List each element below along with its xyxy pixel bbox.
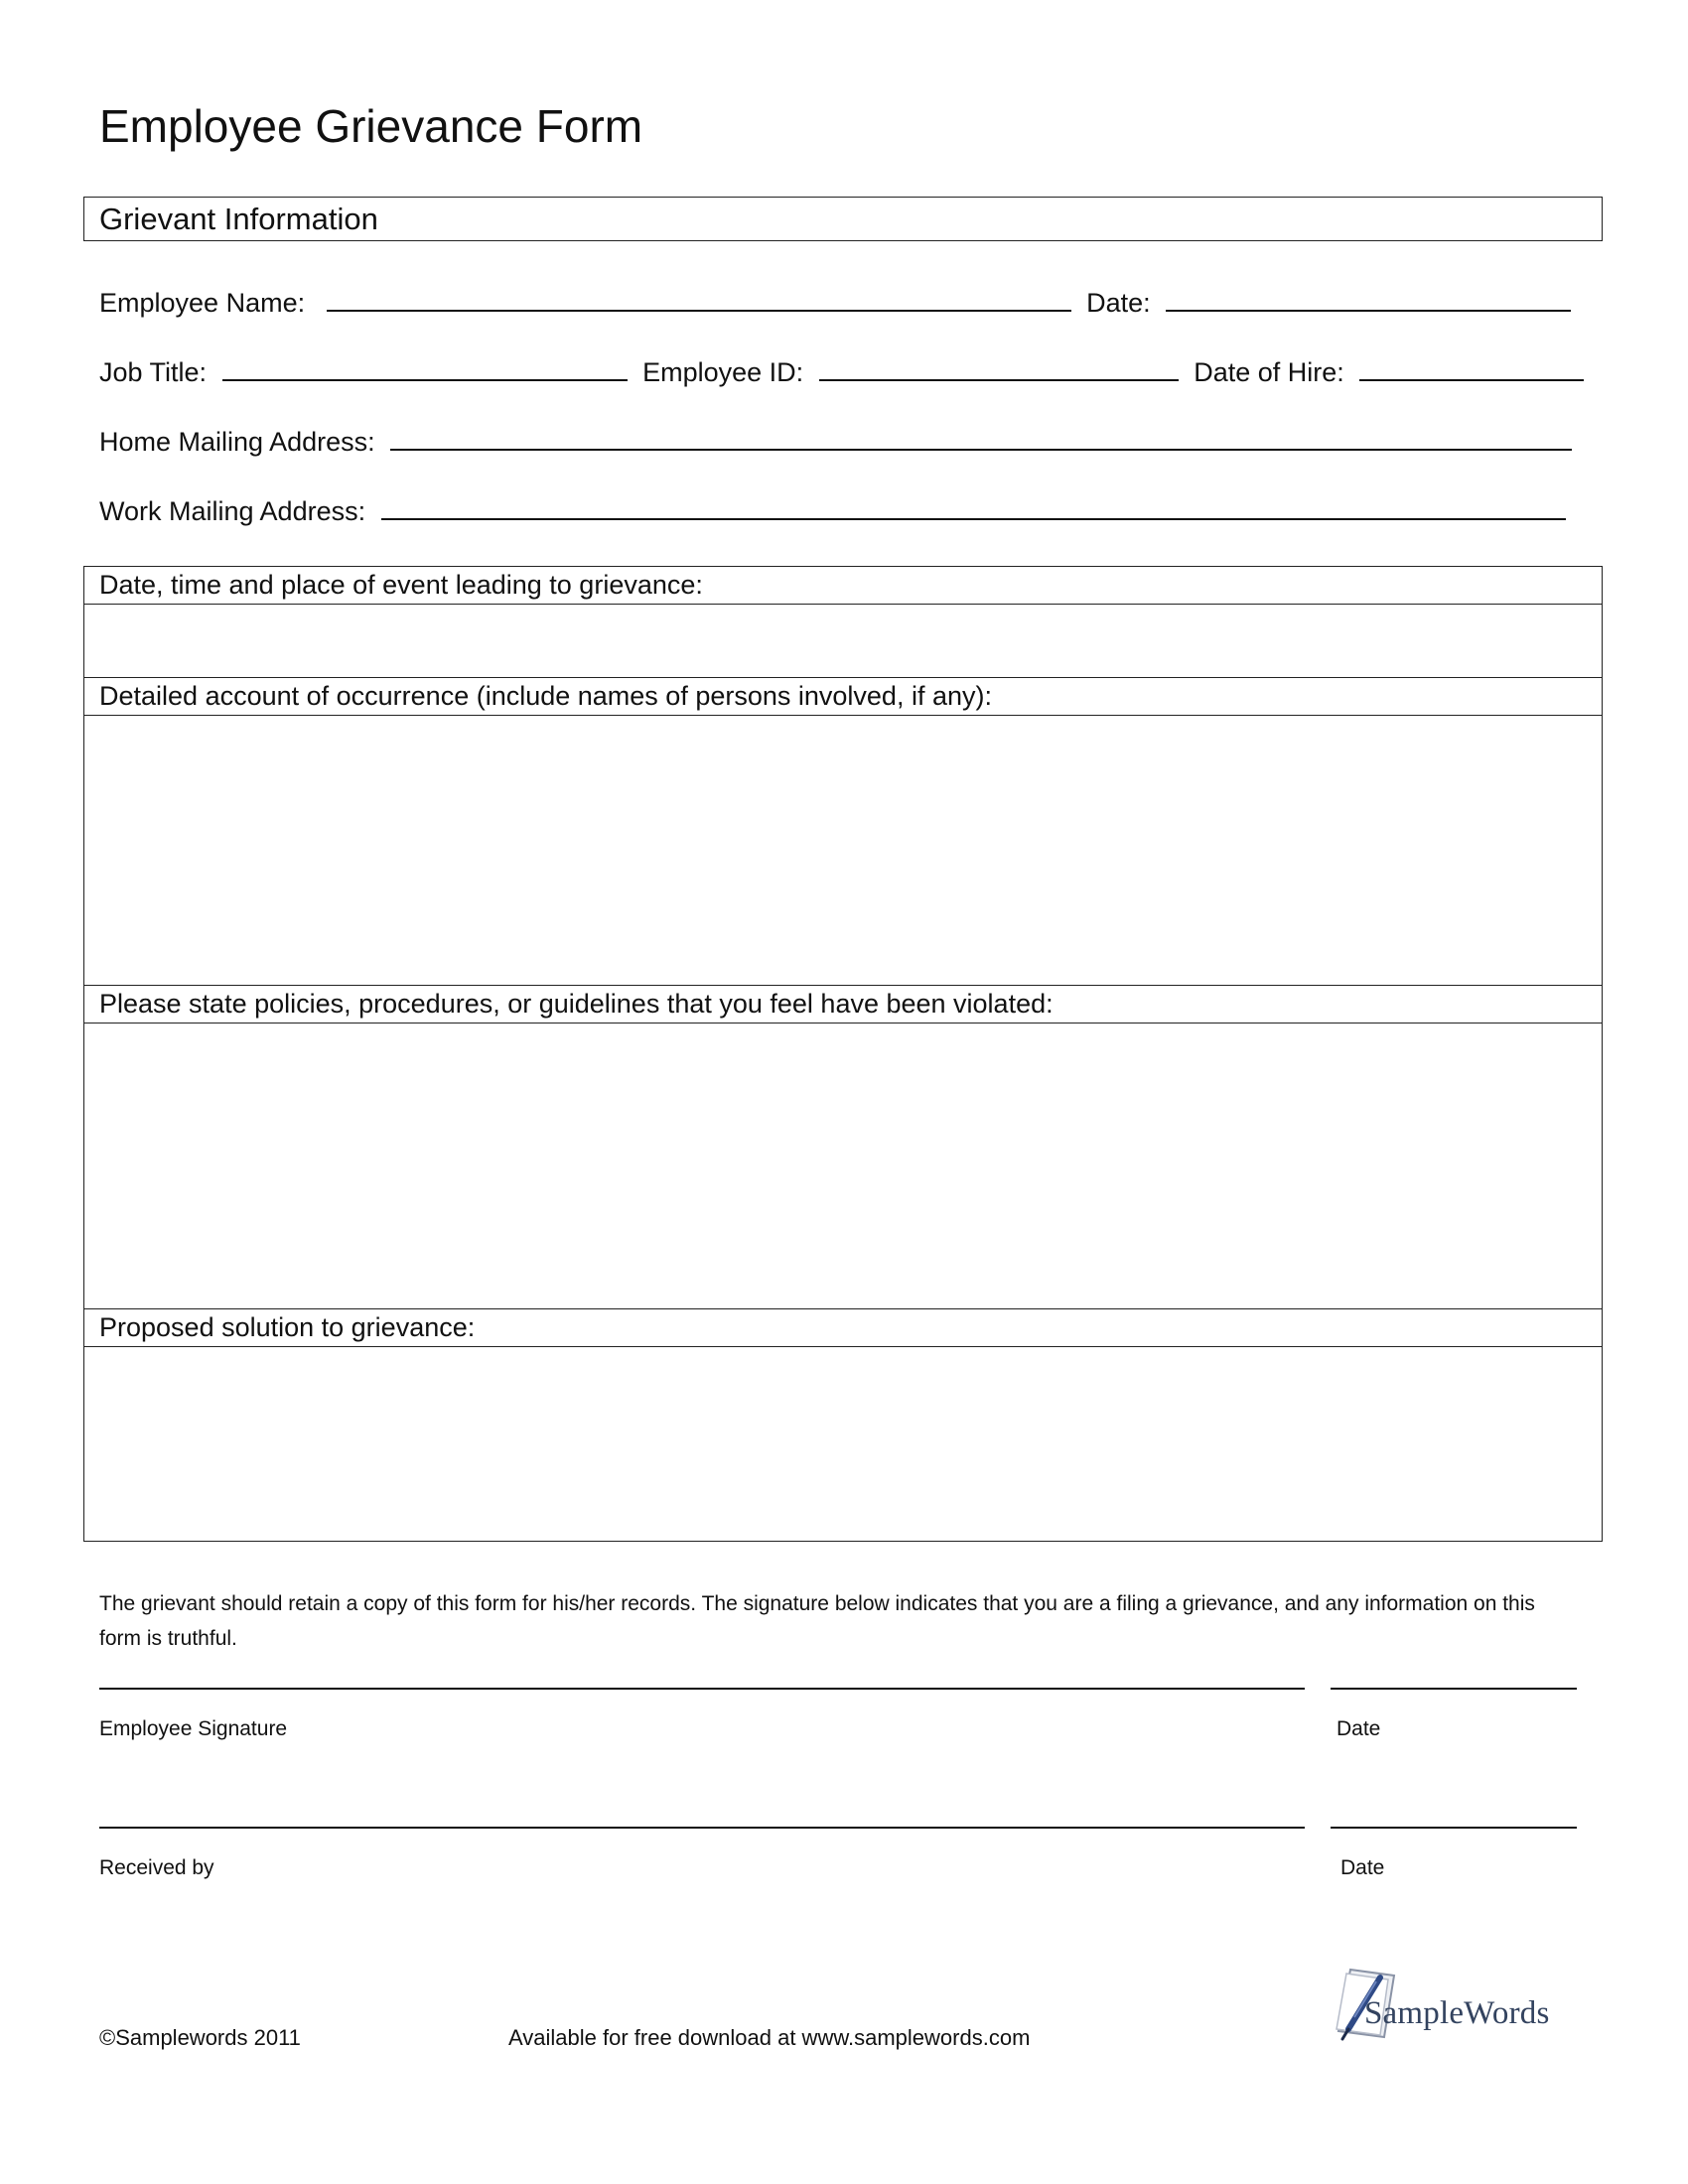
employee-date-label: Date: [1336, 1717, 1381, 1740]
grievant-information-header: [83, 197, 1603, 241]
retention-notice: The grievant should retain a copy of this form for his/her records. The signature below indicates that you are a filing a grievance, and any information on this form is truthful.: [99, 1592, 1535, 1650]
received-by-label: Received by: [99, 1856, 214, 1879]
home-address-row: [99, 423, 1580, 458]
download-text: Available for free download at www.samplewords.com: [508, 2025, 1031, 2050]
date-of-hire-field[interactable]: [1359, 353, 1584, 381]
home-address-field[interactable]: [390, 423, 1572, 451]
date-label: Date:: [1086, 288, 1151, 318]
job-title-label: Job Title:: [99, 357, 208, 387]
event-input-area[interactable]: [84, 605, 1602, 678]
account-heading: Detailed account of occurrence (include names of persons involved, if any):: [84, 678, 1602, 716]
received-date-line[interactable]: [1331, 1827, 1577, 1829]
employee-signature-line[interactable]: [99, 1688, 1305, 1690]
policies-heading: Please state policies, procedures, or guidelines that you feel have been violated:: [84, 986, 1602, 1024]
page-title: Employee Grievance Form: [99, 100, 643, 152]
logo-text: SampleWords: [1364, 1995, 1550, 2031]
employee-id-label: Employee ID:: [642, 357, 804, 387]
job-row: [99, 353, 1592, 388]
copyright-text: ©Samplewords 2011: [99, 2025, 301, 2050]
job-title-field[interactable]: [222, 353, 628, 381]
policies-input-area[interactable]: [84, 1024, 1602, 1309]
received-by-line[interactable]: [99, 1827, 1305, 1829]
samplewords-logo: [1333, 1964, 1551, 2053]
solution-heading: Proposed solution to grievance:: [84, 1309, 1602, 1347]
employee-name-field[interactable]: [327, 284, 1071, 312]
grievant-information-heading: Grievant Information: [99, 202, 378, 236]
employee-signature-date-line[interactable]: [1331, 1688, 1577, 1690]
date-field[interactable]: [1166, 284, 1571, 312]
work-address-row: [99, 492, 1574, 527]
work-address-field[interactable]: [381, 492, 1566, 520]
employee-signature-label: Employee Signature: [99, 1717, 288, 1740]
work-address-label: Work Mailing Address:: [99, 496, 366, 526]
employee-id-field[interactable]: [819, 353, 1179, 381]
event-heading: Date, time and place of event leading to grievance:: [84, 567, 1602, 605]
date-of-hire-label: Date of Hire:: [1194, 357, 1344, 387]
account-input-area[interactable]: [84, 716, 1602, 986]
grievance-details-table: [83, 566, 1603, 1542]
employee-name-label: Employee Name:: [99, 288, 306, 318]
received-date-label: Date: [1340, 1856, 1385, 1879]
employee-name-row: [99, 284, 1579, 319]
home-address-label: Home Mailing Address:: [99, 427, 375, 457]
solution-input-area[interactable]: [84, 1347, 1602, 1541]
